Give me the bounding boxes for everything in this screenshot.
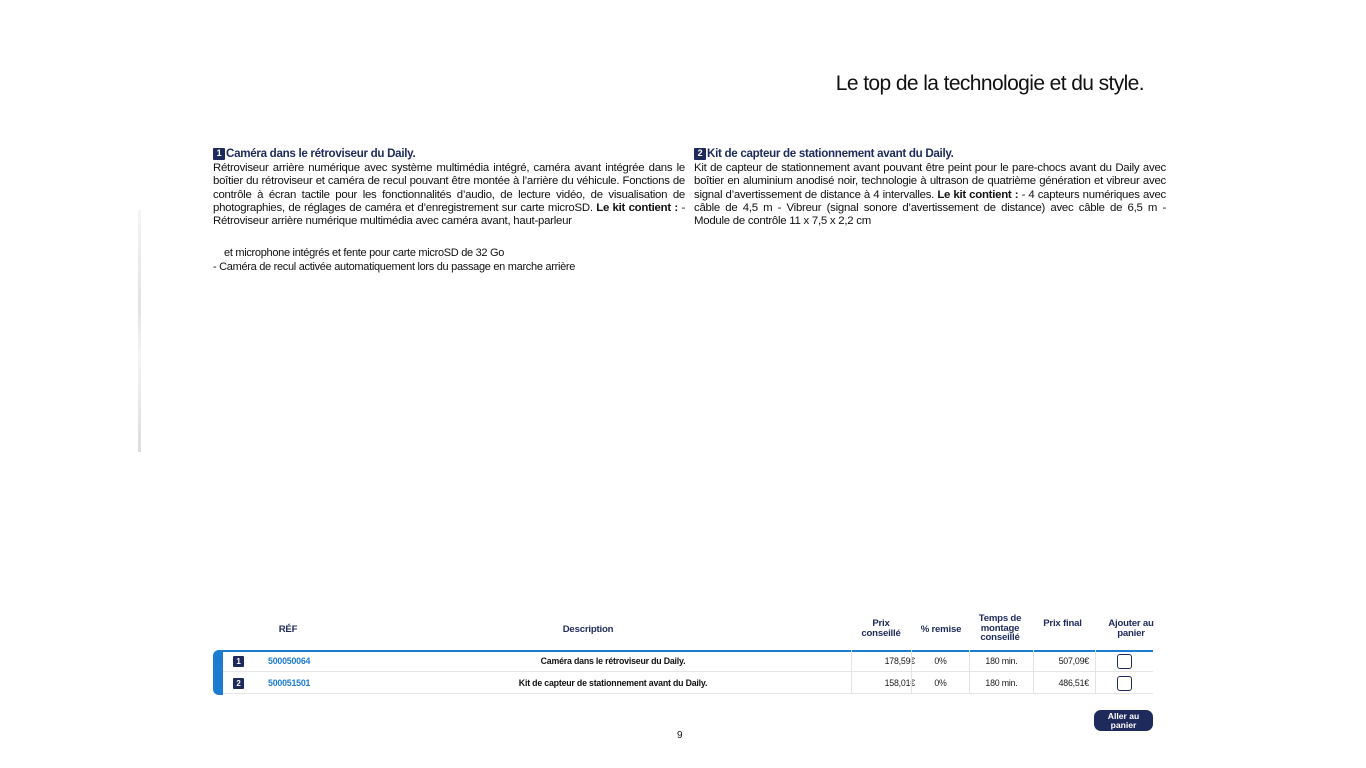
row-prix-final: 507,09€ [1033,650,1095,672]
page-tagline: Le top de la technologie et du style. [835,72,1144,95]
header-description: Description [562,624,614,635]
row-description: Caméra dans le rétroviseur du Daily. [540,656,686,666]
row-remise: 0% [911,672,969,694]
product-1-kit-text: - Rétroviseur arrière numérique multimédia avec caméra avant, haut-parleur [213,201,685,228]
row-temps: 180 min. [969,650,1033,672]
row-temps: 180 min. [969,672,1033,694]
table-row [223,650,1153,672]
add-to-cart-checkbox[interactable] [1117,654,1132,669]
row-number-badge: 1 [233,656,244,667]
product-1-desc-text: Rétroviseur arrière numérique avec système multimédia intégré, caméra avant intégrée dans le boîtier du rétroviseur et caméra de recul pouvant être montée à l’arrière du véhicule. Fonctions de contrôle à écran tactile pour les fonctionnalités d’audio, de lecture vidéo, de visualisation de photographies, de réglages de caméra et d’enregistrement sur carte microSD. [213,162,685,214]
product-1-number-badge: 1 [213,148,225,160]
product-1-extra-line-1: et microphone intégrés et fente pour carte microSD de 32 Go [224,247,505,260]
add-to-cart-checkbox[interactable] [1117,676,1132,691]
product-1-extra-line-2: - Caméra de recul activée automatiquement lors du passage en marche arrière [213,261,576,274]
product-2-title-text: Kit de capteur de stationnement avant du Daily. [707,147,954,160]
header-ajouter-panier: Ajouter au panier [1108,618,1154,639]
product-1-kit-label: Le kit contient : [596,201,678,214]
row-prix-conseille: 178,59€ [851,650,919,672]
product-1-title [213,147,685,160]
row-remise: 0% [911,650,969,672]
table-header [213,612,1153,650]
header-remise: % remise [920,624,962,635]
product-2-number-badge: 2 [694,148,706,160]
left-rail-decoration [138,210,141,452]
row-ref: 500051501 [268,678,311,688]
row-prix-final: 486,51€ [1033,672,1095,694]
product-2-section [694,147,1166,228]
header-temps-montage: Temps de montage conseillé [978,613,1022,643]
table-row [223,672,1153,694]
product-2-kit-label: Le kit contient : [937,188,1019,201]
header-prix-conseille: Prix conseillé [861,618,901,639]
product-1-title-text: Caméra dans le rétroviseur du Daily. [226,147,416,160]
header-ref: RÉF [278,624,298,635]
row-description: Kit de capteur de stationnement avant du Daily. [518,678,708,688]
header-prix-final: Prix final [1043,618,1082,629]
row-ref: 500050064 [268,656,311,666]
page-number: 9 [677,730,683,741]
row-prix-conseille: 158,01€ [851,672,919,694]
product-2-title [694,147,1166,160]
product-table [213,650,1153,694]
product-2-description [694,162,1166,228]
product-2-desc-text: Kit de capteur de stationnement avant pouvant être peint pour le pare-chocs avant du Daily avec boîtier en aluminium anodisé noir, technologie à ultrason de quatrième génération et vibreur avec signal d’avertissement de distance à 4 intervalles. [694,162,1166,201]
product-1-description [213,162,685,228]
product-1-section [213,147,685,274]
row-number-badge: 2 [233,678,244,689]
go-to-cart-button[interactable]: Aller au panier [1094,710,1153,731]
product-2-kit-text: - 4 capteurs numériques avec câble de 4,5 m - Vibreur (signal sonore d’avertissement de distance) avec câble de 6,5 m - Module de contrôle 11 x 7,5 x 2,2 cm [694,188,1166,228]
